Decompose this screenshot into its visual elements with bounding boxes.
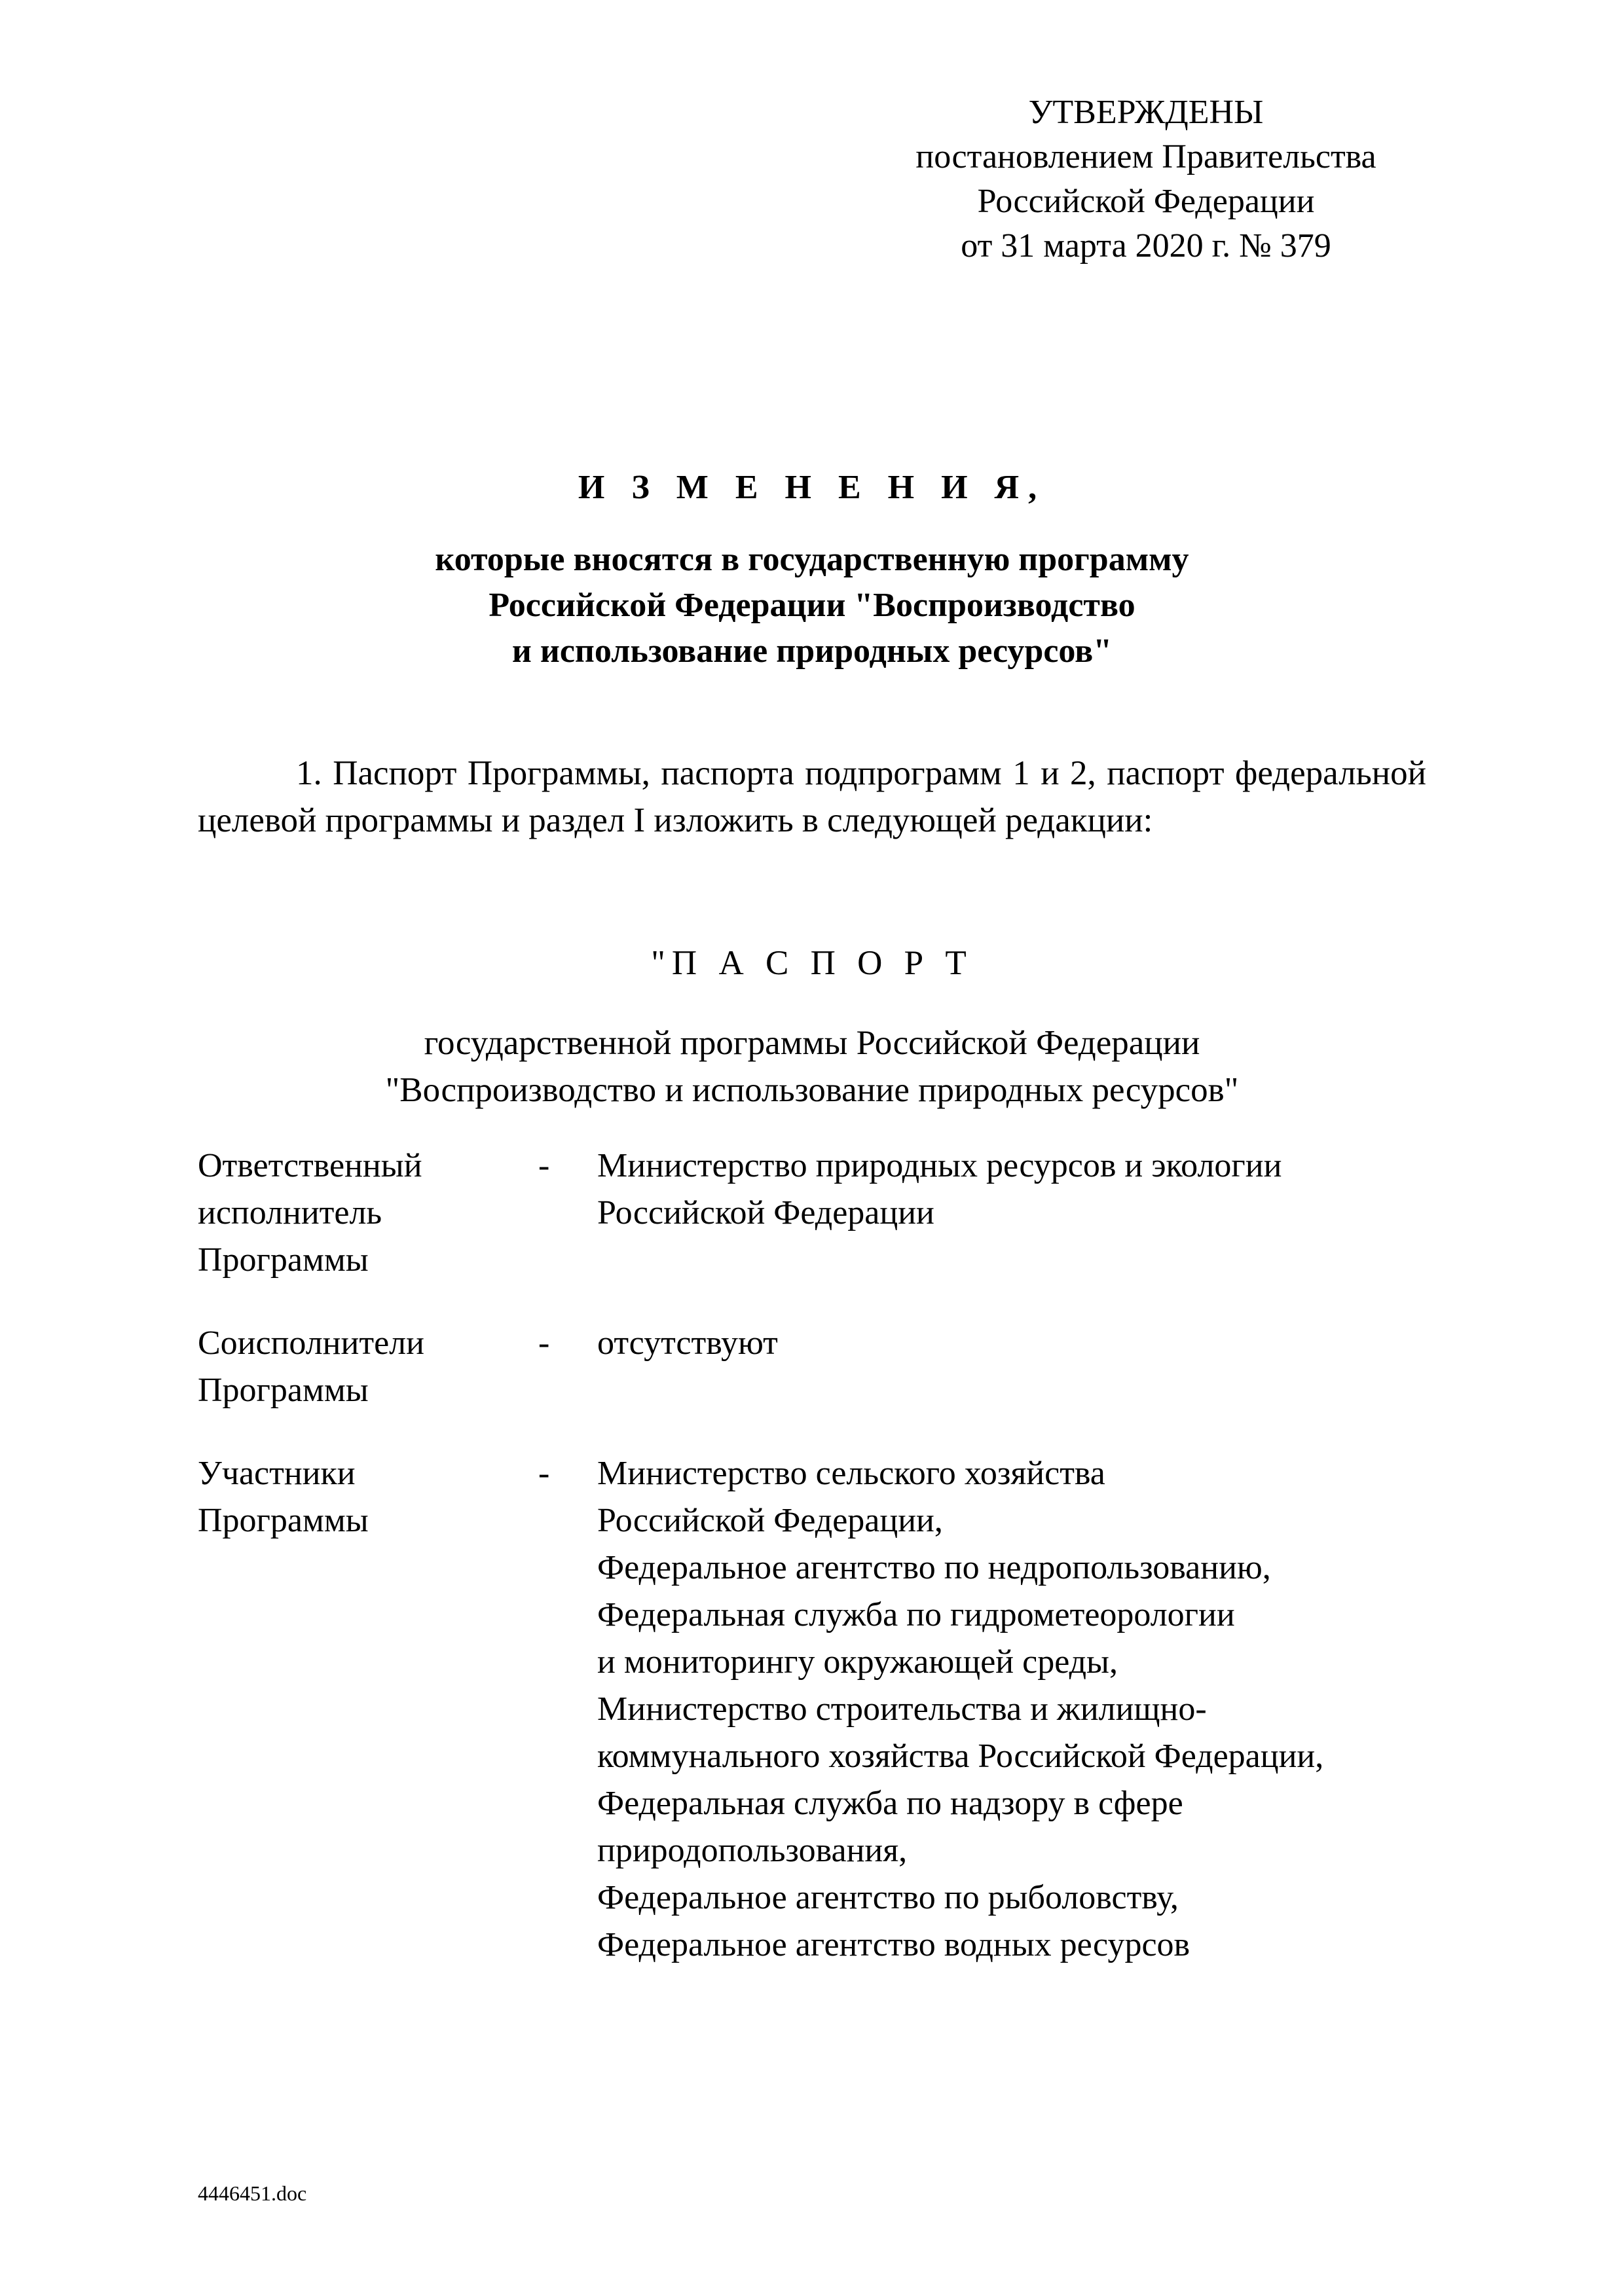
approval-line: постановлением Правительства [915, 138, 1376, 175]
changes-heading: И З М Е Н Е Н И Я, [578, 469, 1046, 506]
title-subtitle-line: и использование природных ресурсов" [511, 632, 1113, 670]
row-value-line: отсутствуют [597, 1324, 778, 1362]
passport-title: "П А С П О Р Т [651, 944, 973, 982]
row-value-line: коммунального хозяйства Российской Федерации, [597, 1738, 1324, 1775]
approval-line: УТВЕРЖДЕНЫ [1028, 94, 1264, 131]
title-subtitle-line: которые вносятся в государственную программу [435, 541, 1189, 578]
row-value-line: Федеральное агентство по рыболовству, [597, 1879, 1179, 1916]
row-value-line: Федеральное агентство по недропользованию, [597, 1549, 1271, 1586]
approval-line: от 31 марта 2020 г. № 379 [961, 227, 1331, 264]
row-label-line: Соисполнители [198, 1324, 424, 1362]
row-value-line: Министерство природных ресурсов и экологии [597, 1147, 1282, 1184]
approval-line: Российской Федерации [977, 183, 1315, 220]
title-subtitle-line: Российской Федерации "Воспроизводство [489, 587, 1135, 624]
passport-row [198, 1320, 1429, 1414]
row-value [597, 1320, 1429, 1414]
approval-stamp [851, 90, 1441, 268]
passport-header [196, 939, 1428, 1114]
row-value-line: природопользования, [597, 1832, 908, 1869]
row-label-line: Программы [198, 1241, 369, 1279]
row-value-line: Министерство строительства и жилищно- [597, 1690, 1207, 1728]
row-value [597, 1142, 1429, 1284]
row-dash: - [538, 1147, 550, 1184]
row-label-line: Ответственный [198, 1147, 422, 1184]
row-value-line: Министерство сельского хозяйства [597, 1455, 1105, 1492]
row-value-line: Российской Федерации [597, 1194, 934, 1231]
row-label-line: исполнитель [198, 1194, 382, 1231]
passport-subtitle-line: "Воспроизводство и использование природных ресурсов" [385, 1071, 1239, 1109]
row-label [198, 1450, 538, 1969]
row-dash: - [538, 1324, 550, 1362]
body-paragraph: 1. Паспорт Программы, паспорта подпрограмм 1 и 2, паспорт федеральной целевой программы и раздел I изложить в следующей редакции: [198, 754, 1426, 839]
passport-row [198, 1450, 1429, 1969]
row-value-line: Федеральное агентство водных ресурсов [597, 1926, 1190, 1963]
passport-subtitle-line: государственной программы Российской Федерации [424, 1024, 1200, 1062]
row-value-line: и мониторингу окружающей среды, [597, 1643, 1118, 1681]
row-value-line: Федеральная служба по гидрометеорологии [597, 1596, 1235, 1633]
document-id: 4446451.doc [198, 2181, 307, 2205]
row-value [597, 1450, 1429, 1969]
row-label [198, 1320, 538, 1414]
row-label [198, 1142, 538, 1284]
passport-table [198, 1142, 1429, 2005]
row-label-line: Программы [198, 1372, 369, 1409]
passport-row [198, 1142, 1429, 1284]
row-dash: - [538, 1455, 550, 1492]
row-label-line: Программы [198, 1502, 369, 1539]
row-label-line: Участники [198, 1455, 356, 1492]
document-title [196, 465, 1428, 674]
row-value-line: Федеральная служба по надзору в сфере [597, 1785, 1183, 1822]
row-value-line: Российской Федерации, [597, 1502, 943, 1539]
